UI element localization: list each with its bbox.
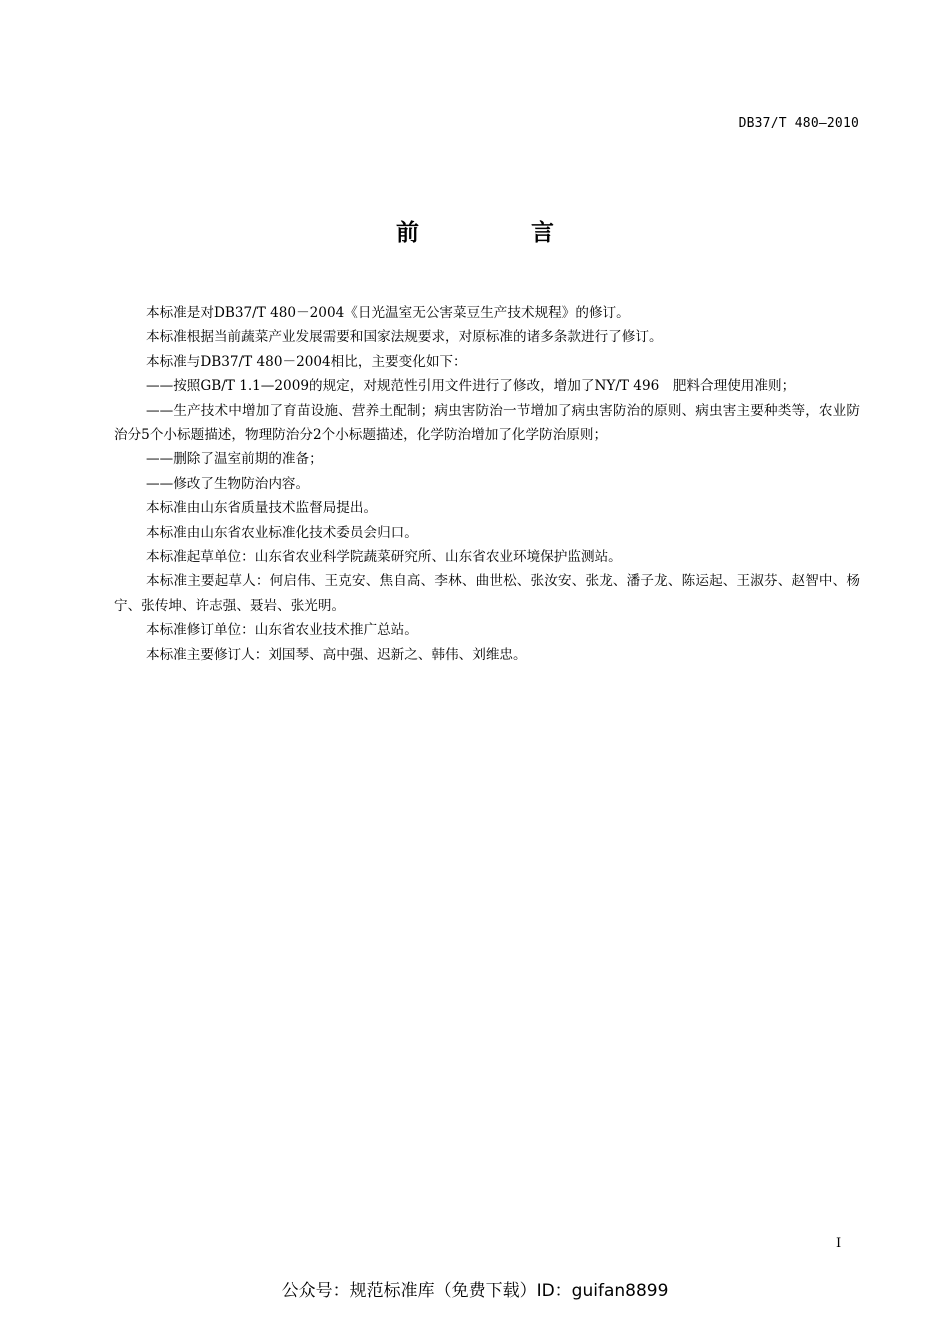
paragraph: 本标准是对DB37/T 480－2004《日光温室无公害菜豆生产技术规程》的修订。 [146, 305, 630, 321]
paragraph: 本标准起草单位：山东省农业科学院蔬菜研究所、山东省农业环境保护监测站。 [146, 549, 622, 566]
paragraph: 本标准修订单位：山东省农业技术推广总站。 [146, 622, 418, 639]
paragraph: 本标准与DB37/T 480－2004相比，主要变化如下： [146, 353, 467, 370]
paragraph: 本标准由山东省质量技术监督局提出。 [146, 500, 378, 517]
list-item: ——按照GB/T 1.1—2009的规定，对规范性引用文件进行了修改，增加了NY/T 496 肥料合理使用准则； [146, 378, 796, 395]
foreword-body [114, 301, 860, 667]
paragraph: 本标准根据当前蔬菜产业发展需要和国家法规要求，对原标准的诸多条款进行了修订。 [146, 329, 663, 346]
paragraph: 本标准由山东省农业标准化技术委员会归口。 [146, 524, 418, 541]
document-code: DB37/T 480—2010 [738, 116, 859, 131]
page-number: I [836, 1236, 842, 1251]
page-title: 前 言 [395, 220, 606, 246]
paragraph: 本标准主要修订人：刘国琴、高中强、迟新之、韩伟、刘维忠。 [146, 646, 527, 663]
list-item: ——删除了温室前期的准备； [146, 451, 323, 468]
list-item: ——修改了生物防治内容。 [146, 475, 310, 492]
list-item: ——生产技术中增加了育苗设施、营养土配制；病虫害防治一节增加了病虫害防治的原则、病虫害主要种类等，农业防治分5个小标题描述，物理防治分2个小标题描述，化学防治增加了化学防治原则； [114, 402, 860, 444]
footer-note: 公众号：规范标准库（免费下载）ID：guifan8899 [281, 1281, 669, 1301]
paragraph: 本标准主要起草人：何启伟、王克安、焦自高、李林、曲世松、张汝安、张龙、潘子龙、陈运起、王淑芬、赵智中、杨宁、张传坤、许志强、聂岩、张光明。 [114, 573, 860, 614]
